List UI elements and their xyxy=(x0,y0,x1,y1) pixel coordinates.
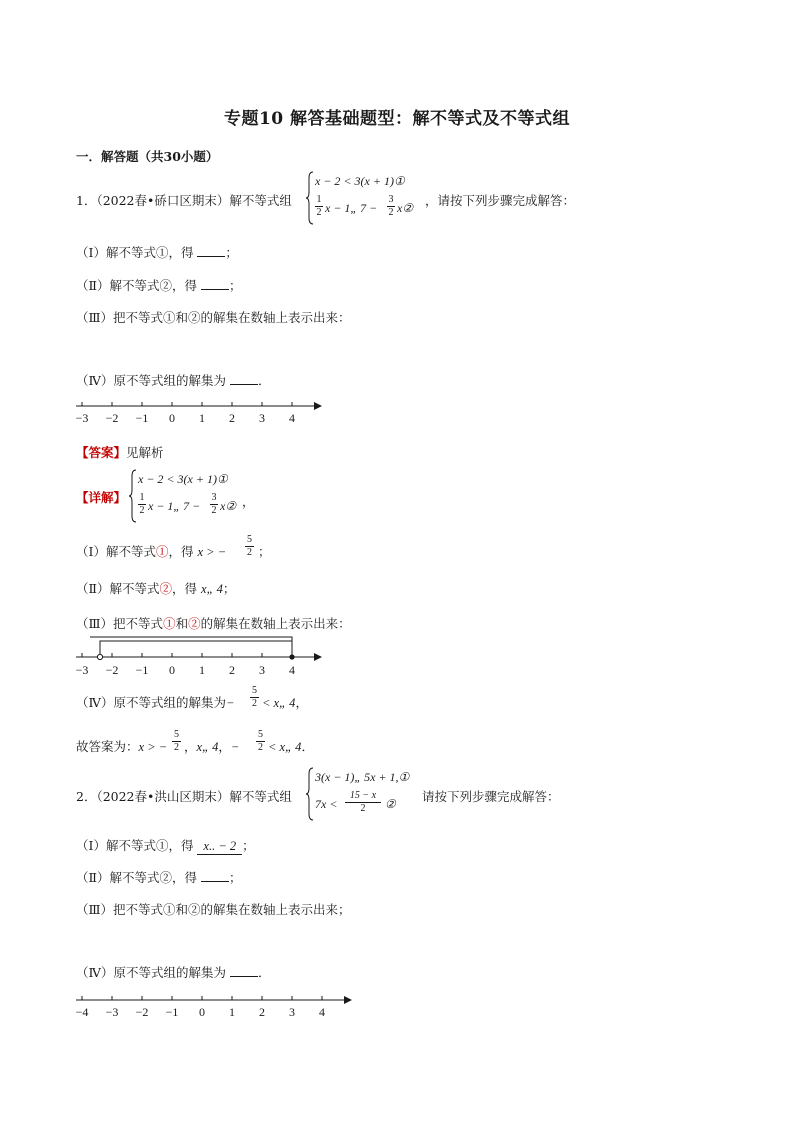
q1-frac-half: 1 2 xyxy=(316,194,322,218)
axis-tick-label: 0 xyxy=(169,663,175,677)
a1-step2: （Ⅱ）解不等式②，得 x„ 4； xyxy=(76,581,236,596)
axis-tick-label: 3 xyxy=(289,1005,295,1019)
axis-tick-label: 2 xyxy=(259,1005,265,1019)
axis-tick-label: 4 xyxy=(319,1005,325,1019)
q1-inequality-system xyxy=(305,170,425,226)
q2-step3: （Ⅲ）把不等式①和②的解集在数轴上表示出来； xyxy=(76,902,351,917)
answer-blank[interactable] xyxy=(201,277,229,290)
axis-tick-label: −3 xyxy=(75,663,89,677)
open-circle-icon xyxy=(97,654,102,659)
q1-row2a: x − 1„ 7 − xyxy=(325,201,378,215)
axis-tick-label: −3 xyxy=(105,1005,119,1019)
axis-tick-label: 1 xyxy=(199,411,205,425)
axis-tick-label: 2 xyxy=(229,411,235,425)
q2-row1: 3(x − 1)„ 5x + 1,① xyxy=(315,770,410,784)
final-answer-rest: ，x„ 4，− xyxy=(184,739,240,754)
q1-step1: （Ⅰ）解不等式①，得 ； xyxy=(76,245,238,260)
q1-prefix: 1．（2022春•硚口区期末）解不等式组 xyxy=(76,193,292,208)
q2-step1: （Ⅰ）解不等式①，得 x.. − 2 ； xyxy=(76,838,255,853)
q1-suffix: ，请按下列步骤完成解答： xyxy=(425,193,576,208)
final-answer-end: < x„ 4． xyxy=(268,740,314,754)
q2-frac: 15 − x 2 xyxy=(345,791,381,814)
answer-blank[interactable]: x.. − 2 xyxy=(197,839,242,855)
a1-s4-frac: 5 2 xyxy=(252,685,257,709)
answer-line: 【答案】见解析 xyxy=(76,445,164,460)
final-answer: 故答案为：x > − xyxy=(76,739,168,754)
axis-tick-label: −1 xyxy=(135,663,149,677)
a1-step3: （Ⅲ）把不等式①和②的解集在数轴上表示出来： xyxy=(76,616,351,631)
a1-s4-math: < x„ 4， xyxy=(262,696,308,710)
axis-tick-label: 0 xyxy=(169,411,175,425)
arrow-icon xyxy=(314,653,322,661)
q2-suffix: 请按下列步骤完成解答： xyxy=(422,789,560,804)
axis-tick-label: −1 xyxy=(135,411,149,425)
axis-tick-label: 3 xyxy=(259,411,265,425)
answer-blank[interactable] xyxy=(230,372,258,385)
a1-number-line xyxy=(70,630,330,680)
axis-tick-label: −2 xyxy=(135,1005,149,1019)
axis-tick-label: 1 xyxy=(199,663,205,677)
detail-label: 【详解】 xyxy=(76,490,127,505)
axis-tick-label: −3 xyxy=(75,411,89,425)
q2-prefix: 2．（2022春•洪山区期末）解不等式组 xyxy=(76,789,292,804)
axis-tick-label: 4 xyxy=(289,411,295,425)
final-frac-1: 5 2 xyxy=(174,729,179,753)
axis-tick-label: 4 xyxy=(289,663,295,677)
a1-step4: （Ⅳ）原不等式组的解集为− xyxy=(76,695,235,710)
arrow-icon xyxy=(314,402,322,410)
solution-ray-1 xyxy=(100,641,292,657)
q1-frac-three: 3 2 xyxy=(388,194,394,218)
answer-blank[interactable] xyxy=(230,964,258,977)
a1-s1-end: ； xyxy=(258,544,271,559)
page-title: 专题10 解答基础题型：解不等式及不等式组 xyxy=(223,109,571,129)
detail-suffix: ， xyxy=(242,494,255,509)
a1-step1: （Ⅰ）解不等式①，得 x > − xyxy=(76,544,227,559)
a1-row2a: x − 1„ 7 − xyxy=(148,499,201,513)
axis-tick-label: −2 xyxy=(105,411,119,425)
axis-tick-label: −2 xyxy=(105,663,119,677)
a1-row2b: x② xyxy=(220,499,237,513)
brace-icon xyxy=(305,170,315,226)
axis-tick-label: −4 xyxy=(75,1005,89,1019)
q1-step3: （Ⅲ）把不等式①和②的解集在数轴上表示出来： xyxy=(76,310,351,325)
q2-row2a: 7x < xyxy=(315,797,338,811)
arrow-icon xyxy=(344,996,352,1004)
q1-number-line xyxy=(70,396,330,432)
q1-step4: （Ⅳ）原不等式组的解集为 ． xyxy=(76,373,271,388)
q2-row2b: ② xyxy=(385,797,396,811)
q2-step4: （Ⅳ）原不等式组的解集为 ． xyxy=(76,965,271,980)
section-heading: 一．解答题（共30小题） xyxy=(76,149,219,164)
final-frac-2: 5 2 xyxy=(258,729,263,753)
answer-blank[interactable] xyxy=(201,869,229,882)
a1-row1: x − 2 < 3(x + 1)① xyxy=(138,472,228,486)
axis-tick-label: 2 xyxy=(229,663,235,677)
a1-frac-three: 3 2 xyxy=(211,492,217,516)
q2-number-line xyxy=(70,990,360,1026)
axis-tick-label: 1 xyxy=(229,1005,235,1019)
q1-row2b: x② xyxy=(397,201,414,215)
q2-step2: （Ⅱ）解不等式②，得 ； xyxy=(76,870,242,885)
axis-tick-label: 3 xyxy=(259,663,265,677)
q1-row1: x − 2 < 3(x + 1)① xyxy=(315,174,405,188)
axis-tick-label: −1 xyxy=(165,1005,179,1019)
a1-inequality-system xyxy=(128,468,248,524)
a1-s1-frac: 5 2 xyxy=(247,534,252,558)
a1-frac-half: 1 2 xyxy=(139,492,145,516)
brace-icon xyxy=(305,766,315,822)
q2-inequality-system xyxy=(305,766,425,822)
axis-tick-label: 0 xyxy=(199,1005,205,1019)
answer-blank[interactable] xyxy=(197,244,225,257)
q1-step2: （Ⅱ）解不等式②，得 ； xyxy=(76,278,242,293)
brace-icon xyxy=(128,468,138,524)
